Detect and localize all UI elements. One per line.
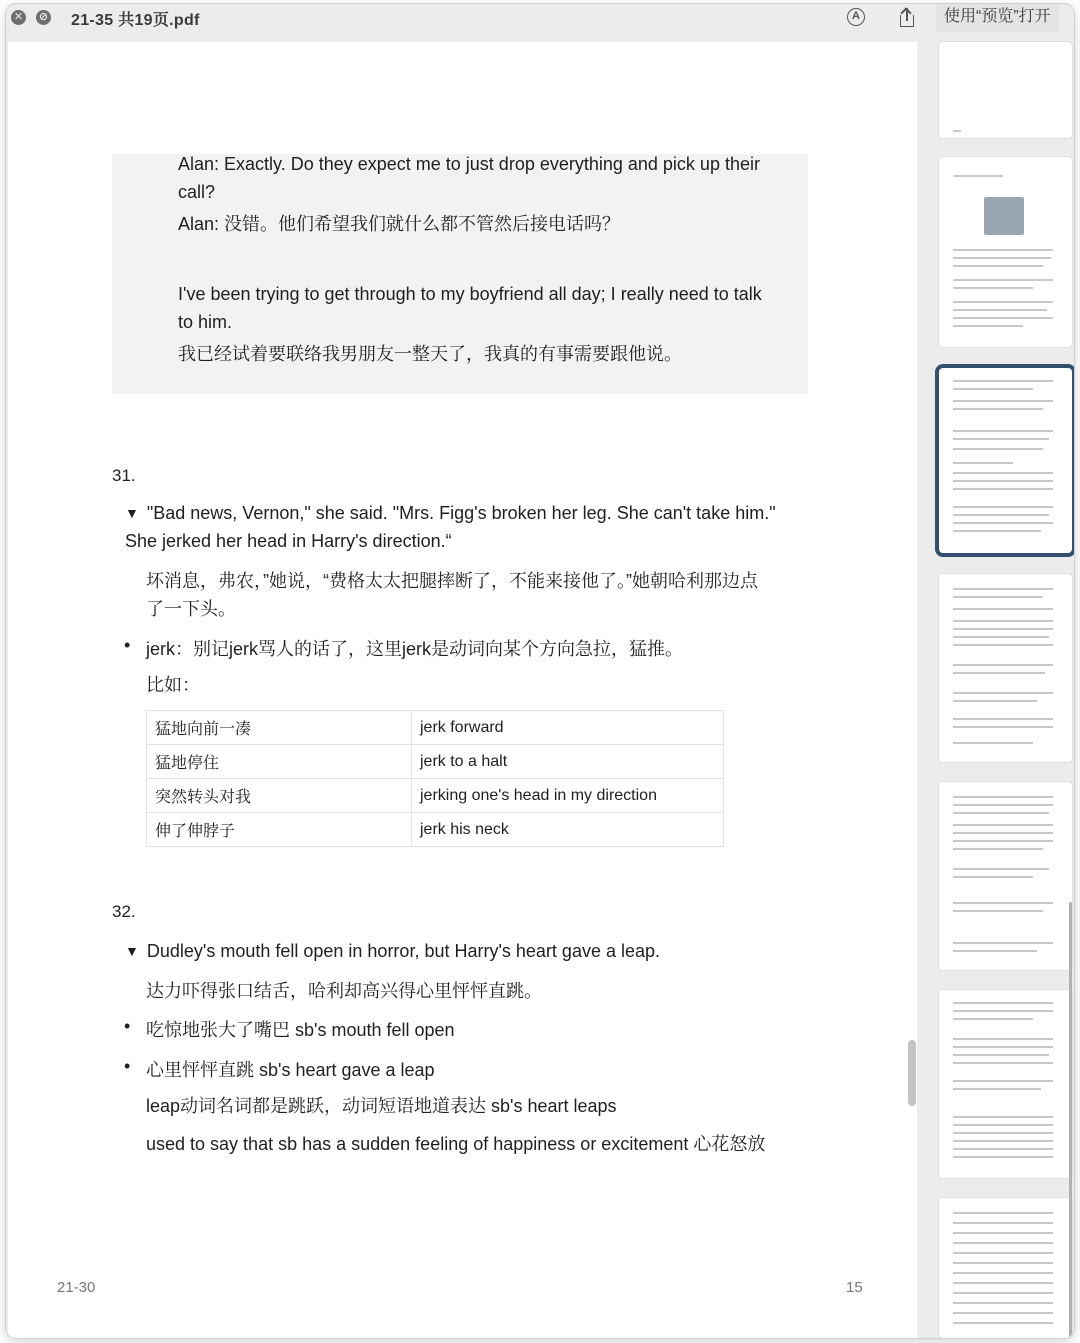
page-thumbnail[interactable] [939, 1198, 1072, 1338]
page-thumbnail[interactable] [939, 574, 1072, 762]
item-number: 32. [112, 902, 136, 921]
table-row [147, 711, 724, 745]
preview-window [6, 4, 1074, 1338]
table-cell: jerk his neck [412, 813, 724, 847]
page-thumbnail-current[interactable] [939, 368, 1072, 553]
table-cell: 突然转头对我 [147, 779, 412, 813]
toggle-heading[interactable] [125, 941, 660, 962]
table-cell: jerk to a halt [412, 745, 724, 779]
quote-line: Alan: 没错。他们希望我们就什么都不管然后接电话吗？ [178, 214, 621, 234]
table-cell: 猛地向前一凑 [147, 711, 412, 745]
disclosure-triangle-icon[interactable]: ▼ [125, 505, 139, 521]
document-scrollbar[interactable] [908, 1040, 916, 1106]
item-number: 31. [112, 466, 136, 485]
vocab-table [146, 710, 724, 847]
page-thumbnail[interactable] [939, 42, 1072, 138]
page-thumbnail[interactable] [939, 157, 1072, 347]
note-line: used to say that sb has a sudden feeling of happiness or excitement 心花怒放 [146, 1134, 766, 1154]
table-cell: 伸了伸脖子 [147, 813, 412, 847]
sentence-english: "Bad news, Vernon," she said. "Mrs. Figg's broken her leg. She can't take him." [146, 503, 776, 523]
table-cell: jerk forward [412, 711, 724, 745]
document-page [8, 42, 917, 1338]
table-cell: jerking one's head in my direction [412, 779, 724, 813]
example-label: 比如： [146, 675, 200, 695]
table-row [147, 813, 724, 847]
disclosure-triangle-icon[interactable]: ▼ [125, 943, 139, 959]
table-row [147, 779, 724, 813]
close-icon[interactable]: ✕ [11, 10, 26, 25]
footer-left: 21-30 [57, 1279, 96, 1296]
quote-line: Alan: Exactly. Do they expect me to just drop everything and pick up their [178, 154, 760, 174]
table-row [147, 745, 724, 779]
quote-line: to him. [178, 312, 233, 332]
thumbnail-photo [984, 197, 1024, 235]
sentence-chinese: 达力吓得张口结舌，哈利却高兴得心里怦怦直跳。 [146, 981, 542, 1001]
bullet-item: • jerk：别记jerk骂人的话了，这里jerk是动词向某个方向急拉，猛推。 [146, 635, 683, 661]
bullet-item: • 吃惊地张大了嘴巴 sb's mouth fell open [146, 1016, 455, 1042]
quote-line: call? [178, 182, 216, 202]
note-line: leap动词名词都是跳跃，动词短语地道表达 sb's heart leaps [146, 1096, 617, 1116]
sentence-english: She jerked her head in Harry's direction.“ [125, 531, 452, 551]
page-thumbnail[interactable] [939, 990, 1072, 1178]
toggle-heading[interactable] [125, 503, 776, 524]
dialogue-quote-block [112, 154, 808, 394]
quote-line: I've been trying to get through to my boyfriend all day; I really need to talk [178, 284, 762, 304]
title-bar [6, 4, 1074, 40]
sentence-english: Dudley's mouth fell open in horror, but Harry's heart gave a leap. [146, 941, 661, 961]
page-number: 15 [846, 1279, 863, 1296]
sentence-chinese: 了一下头。 [146, 599, 236, 619]
sentence-chinese: 坏消息，弗农，”她说，“费格太太把腿摔断了，不能来接他了。”她朝哈利那边点 [146, 571, 758, 591]
quote-line: 我已经试着要联络我男朋友一整天了，我真的有事需要跟他说。 [178, 344, 682, 364]
open-with-preview-button[interactable]: 使用“预览”打开 [936, 4, 1059, 32]
thumbnail-sidebar [921, 42, 1074, 1338]
markup-icon[interactable]: A [847, 8, 865, 26]
window-title: 21-35 共19页.pdf [71, 12, 200, 29]
page-thumbnail[interactable] [939, 782, 1072, 970]
table-cell: 猛地停住 [147, 745, 412, 779]
bullet-item: • 心里怦怦直跳 sb's heart gave a leap [146, 1056, 435, 1082]
sidebar-scrollbar[interactable] [1069, 902, 1072, 1338]
minimize-icon[interactable]: ⊘ [36, 10, 51, 25]
share-icon[interactable] [897, 8, 917, 28]
